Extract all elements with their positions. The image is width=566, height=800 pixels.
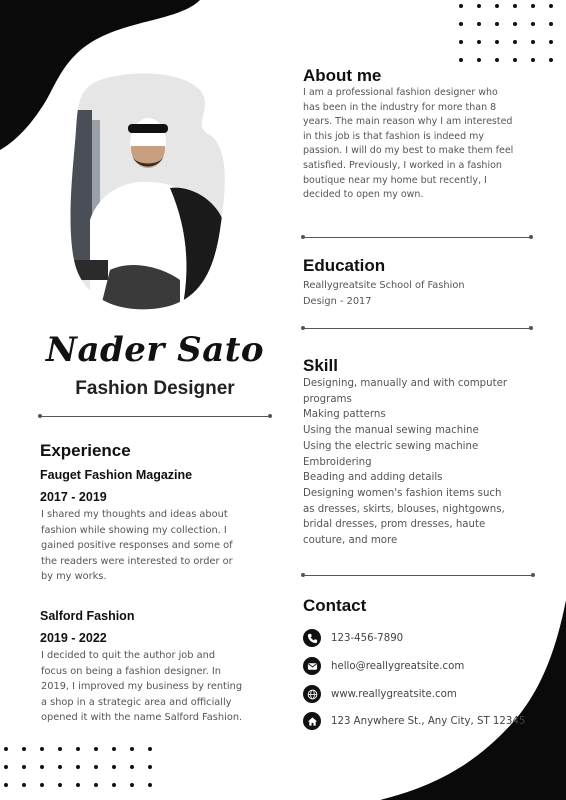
dot [513, 4, 517, 8]
phone-icon [303, 629, 321, 647]
dot [513, 22, 517, 26]
dot [58, 783, 62, 787]
home-icon [303, 712, 321, 730]
job-company: Salford Fashion [40, 609, 135, 623]
about-text: I am a professional fashion designer who has been in the industry for more than 8 years. The main reason why I am interested in this job is that fashion is indeed my passion. I will do my best to make them feel satisfied. Previously, I worked in a fashion boutique near my home but recently, I decided to open my own. [303, 87, 514, 201]
dot [22, 783, 26, 787]
about-heading: About me [303, 66, 382, 85]
dot [4, 765, 8, 769]
dot [40, 783, 44, 787]
dot [130, 765, 134, 769]
watermark: حراج [340, 742, 446, 793]
job-description: I decided to quit the author job and focus on being a fashion designer. In 2019, I improved my business by renting a shop in a strategic area and officially opened it with the name Salford Fashion. [41, 650, 243, 723]
contact-email [303, 656, 464, 676]
dot [22, 747, 26, 751]
dot [495, 22, 499, 26]
skill-line: Using the manual sewing machine [303, 425, 479, 437]
dot [112, 747, 116, 751]
phone-text: 123-456-7890 [331, 632, 404, 644]
dot [112, 765, 116, 769]
dot [477, 22, 481, 26]
skill-line: Embroidering [303, 456, 372, 468]
dot [495, 4, 499, 8]
dot [477, 4, 481, 8]
website-text: www.reallygreatsite.com [331, 688, 457, 700]
person-title: Fashion Designer [75, 378, 235, 399]
job-description: I shared my thoughts and ideas about fashion while showing my collection. I gained positive responses and some of the readers were interested to order or by my works. [41, 509, 233, 582]
divider [40, 416, 270, 417]
skill-line: couture, and more [303, 535, 398, 547]
dot [76, 747, 80, 751]
dot [513, 58, 517, 62]
dot [40, 765, 44, 769]
job-years: 2019 - 2022 [40, 631, 107, 645]
divider [303, 328, 531, 329]
contact-heading: Contact [303, 596, 367, 615]
skill-line: Beading and adding details [303, 472, 443, 484]
dot [459, 58, 463, 62]
dot [495, 40, 499, 44]
divider [303, 575, 533, 576]
profile-photo [70, 70, 226, 310]
dot [130, 783, 134, 787]
dot [513, 40, 517, 44]
dot [76, 765, 80, 769]
dot [4, 783, 8, 787]
top-right-dots [459, 4, 566, 76]
bottom-left-dots [4, 747, 166, 800]
dot [477, 58, 481, 62]
dot [459, 22, 463, 26]
dot [76, 783, 80, 787]
dot [4, 747, 8, 751]
skill-line: bridal dresses, prom dresses, haute [303, 519, 486, 531]
dot [531, 4, 535, 8]
dot [531, 58, 535, 62]
dot [40, 747, 44, 751]
job-years: 2017 - 2019 [40, 490, 107, 504]
experience-heading: Experience [40, 441, 131, 460]
dot [549, 4, 553, 8]
dot [531, 22, 535, 26]
dot [477, 40, 481, 44]
skill-line: programs [303, 393, 352, 405]
dot [22, 765, 26, 769]
dot [531, 40, 535, 44]
skill-line: Making patterns [303, 409, 386, 421]
email-icon [303, 657, 321, 675]
dot [459, 4, 463, 8]
email-text: hello@reallygreatsite.com [331, 660, 465, 672]
education-text: Reallygreatsite School of Fashion Design - 2017 [303, 280, 465, 307]
job-company: Fauget Fashion Magazine [40, 468, 193, 482]
dot [549, 40, 553, 44]
dot [58, 765, 62, 769]
skill-line: Using the electric sewing machine [303, 440, 479, 452]
address-text: 123 Anywhere St., Any City, ST 12345 [331, 715, 526, 727]
dot [148, 747, 152, 751]
dot [549, 58, 553, 62]
dot [58, 747, 62, 751]
globe-icon [303, 685, 321, 703]
skill-list [303, 376, 533, 549]
dot [549, 22, 553, 26]
person-name: Nader Sato [45, 330, 265, 370]
dot [94, 765, 98, 769]
skill-heading: Skill [303, 356, 338, 375]
education-heading: Education [303, 256, 386, 275]
contact-website [303, 684, 457, 704]
contact-phone [303, 628, 403, 648]
dot [148, 783, 152, 787]
dot [94, 747, 98, 751]
dot [459, 40, 463, 44]
dot [94, 783, 98, 787]
skill-line: as dresses, skirts, blouses, nightgowns, [303, 503, 505, 515]
skill-line: Designing, manually and with computer [303, 378, 508, 389]
dot [130, 747, 134, 751]
dot [495, 58, 499, 62]
dot [112, 783, 116, 787]
skill-line: Designing women's fashion items such [303, 487, 502, 499]
dot [148, 765, 152, 769]
divider [303, 237, 531, 238]
contact-address [303, 711, 525, 731]
